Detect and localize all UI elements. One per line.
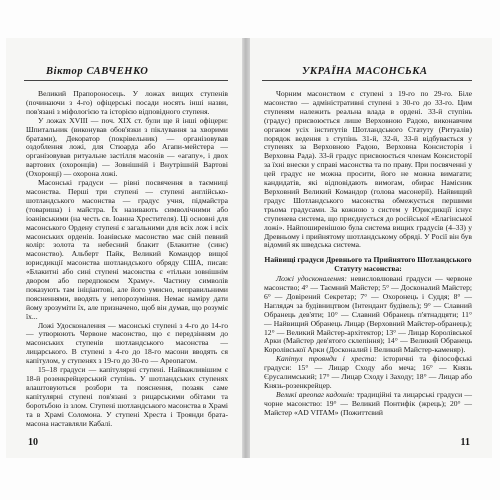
- entry-lead: Ложі удосконалення:: [276, 274, 347, 284]
- paragraph: Масонські градуси — рівні посвячення в таємниці масонства. Перші три ступені — ступені англійсько-шотландського масонства — градус учня, підмайстра (товариша) і майстра. Їх називають символічними або іоанівськими (на честь св. Іоанна Хрестителя). Ці основні для масонського Ордену ступені є загальними для всіх лож і всіх масонських орденів. Іоанівське масонство має свій певний колір: золота та небесний блакит (Блакитне (синє) масонство). Альберт Пайк, Великий Командор вищої юрисдикції масонства шотландського обряду США, писав: «Блакитні або сині ступені масонства є «тільки зовнішнім двором або передпокоєм Храму». Частину символів показують там ініціантові, але його умисно, неправильними поясненнями, вводять у непорозуміння. Немає наміру дати йому зрозуміти їх, але призначено, щоб він думав, що розуміє їх...: [26, 178, 228, 321]
- left-page-number: 10: [28, 437, 38, 448]
- paragraph: Ложі Удосконалення — масонські ступені з 4-го до 14-го — утворюють Червоне масонство, що є передзінням до масонських ступенів шотландського масонства — лицарського. В ступені з 4-го до 18-го масони вводять ся капітулом, у ступенях з 19-го до 30-го — Ареопагом.: [26, 320, 228, 366]
- book-gutter: [242, 38, 250, 458]
- right-page-number: 11: [460, 437, 470, 448]
- right-running-head: УКРАЇНА МАСОНСЬКА: [302, 66, 428, 77]
- section-entry: [264, 355, 472, 391]
- entry-text: традиційні та лицарські градуси — чорне масонство: 19° — Великий Понтифік (жрець); 20° — Майстер «AD VITAM» (Пожиттєвий: [264, 389, 472, 417]
- section-entry: [264, 275, 472, 355]
- left-body-text: [26, 90, 228, 428]
- paragraph: Великий Прапороносець. У ложах вищих ступенів (починаючи з 4-го) офіцерські посади носять інші назви, пов'язані з міфологією та історією відповідного ступеня.: [26, 89, 228, 116]
- entry-text: історичні та філософські градуси: 15° — Лицар Сходу або меча; 16° — Князь Єрусалимський; 17° — Лицар Сходу і Заходу; 18° — Лицар або Князь-розенкрейцер.: [264, 354, 472, 390]
- section-title: Найвищі градуси Древнього та Прийнятого Шотландського Статуту масонства:: [264, 255, 472, 274]
- right-page: [250, 38, 492, 458]
- right-body-text: [264, 90, 472, 418]
- entry-lead: Капітул троянди і хреста:: [276, 354, 377, 364]
- paragraph: Чорним масонством є ступені з 19-го по 29-го. Біле масонство — адміністративні ступені з 30-го до 33-го. Цим ступеням належить реальна влада в ордені. 33-й ступінь (градус) присвоюється лише Верховною Радою, виконавчим органом усіх інститутів Шотландського Статуту (Ритуалів) порядок ведення з ступінь 31-й, 32-й, 33-й відбувається у ступенях за Верховною Радою, Верховна Консисторія і Верховна Рада). 33-й градус присвоюється членам Консисторії за їхні внески у справі масонства та по праву. При посвяченні у цей градус не можна просити, його не можна вимагати; кандидатів, які відповідають вимогам, обирає Намісник Верховний Великий Командор (голова масонерії). Найвищий градус Шотландського масонства обмежується першими трьома градусами. За кожною з систем у Юрисдикції існує ступенева система, що приєднується до російської «Елагінської ложі». Найпоширенішою була система вищих градусів (4–33) у Древньому і прийнятому шотландському обряді. У Росії він був відомий як шведська система.: [264, 89, 472, 250]
- right-head-rule: [262, 80, 472, 81]
- entry-text: невисловлювані градуси — червоне масонство; 4° — Таємний Майстер; 5° — Досконалий Майстер; 6° — Довірений Секретар; 7° — Охоронець і Суддя; 8° — Наглядач за будівництвом (Інтендант будівель); 9° — Славний Обранець дев'яти; 10° — Славний Обранець п'ятнадцяти; 11° — Найвищий Обранець Лицар (Верховний Майстер-обранець); 12° — Великий Майстер-архітектор; 13° — Лицар Королівської Арки (Майстер дев'ятого склепіння); 14° — Великий Обранець Королівської Арки (Досконалий і Великий Майстер-каменяр).: [264, 274, 472, 355]
- paragraph: 15–18 градуси — капітулярні ступені. Найважливішим є 18-й розенкрейцерський ступінь. У шотландських ступенях влаштовуються розбори та пояснення, позаяк саме капітулярні ступені пов'язані з рицарськими обітами та боротьбою із злом. Ступені шотландського масонства в Храмі та в Храмі Соломона. У ступені Хреста і Троянди брата-масона наставляли Кабалі.: [26, 365, 228, 428]
- left-head-rule: [24, 80, 228, 81]
- section-entry: [264, 391, 472, 418]
- left-running-head: Віктор САВЧЕНКО: [46, 66, 149, 77]
- entry-lead: Великі ареопаг кадошів:: [276, 389, 355, 399]
- paragraph: У ложах XVIII — поч. XIX ст. були ще й інші офіцери: Шпитальник (виконував обов'язки з піклування за хворими братами), Декоратор (покрівельник) — організовував оздоблення ложі, для Стюарда або Агапи-мейстера — організовував ритуальне застілля масонів — «агапу», і двох вартових (охоронців) — Зовнішній і Внутрішній Вартові (Охоронці) — охорона ложі.: [26, 115, 228, 179]
- left-page: [6, 38, 242, 458]
